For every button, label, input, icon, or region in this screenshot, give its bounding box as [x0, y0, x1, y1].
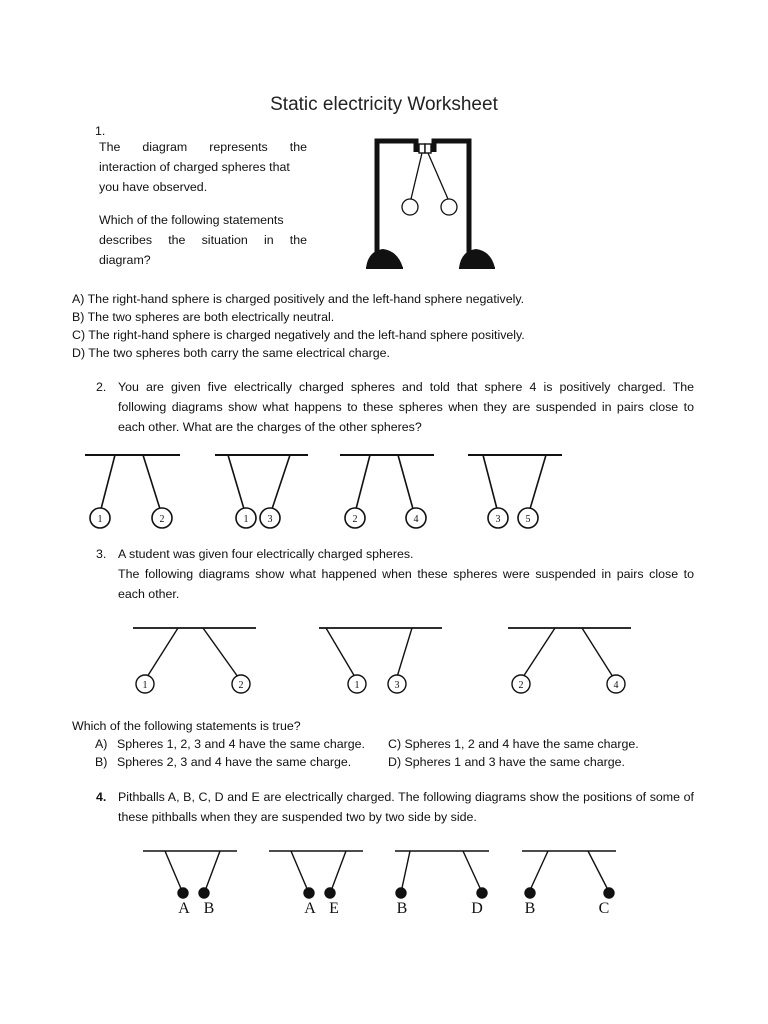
q1-option-a[interactable]: A) The right-hand sphere is charged positively and the left-hand sphere negatively.: [72, 292, 525, 306]
q4-label: A: [178, 900, 190, 917]
q4-label: A: [304, 900, 316, 917]
left-stand-base: [366, 249, 403, 268]
q3-text-line: The following diagrams show what happened when these spheres were suspended in pairs close to: [118, 567, 694, 581]
q3-options-left: [95, 735, 365, 771]
q2-label: 3: [495, 514, 501, 525]
q2-text-line: each other. What are the charges of the other spheres?: [118, 420, 422, 434]
q4-ball-b2: [396, 888, 406, 898]
right-stand-clamp: [425, 144, 431, 153]
q4-number: 4.: [96, 790, 107, 804]
q4-ball-b3: [525, 888, 535, 898]
q1-text: [99, 137, 307, 197]
q4-text: [118, 787, 694, 827]
q1-option-d[interactable]: D) The two spheres both carry the same electrical charge.: [72, 346, 390, 360]
q3-text: [118, 544, 694, 604]
q1-text-line: interaction of charged spheres that: [99, 160, 290, 174]
q3-options-right: [388, 735, 639, 771]
q4-pair-3: [395, 851, 489, 898]
q1-options: [72, 290, 525, 362]
q1-question-line: Which of the following statements: [99, 213, 284, 227]
q4-label: B: [524, 900, 536, 917]
q3-label: 4: [613, 680, 619, 691]
q1-question-line: diagram?: [99, 253, 151, 267]
q3-option-a[interactable]: A) Spheres 1, 2, 3 and 4 have the same charge.: [95, 737, 365, 751]
q3-pair-2: [319, 628, 442, 693]
q3-text-line: each other.: [118, 587, 180, 601]
q2-text-line: following diagrams show what happens to these spheres when they are suspended in pairs close to: [118, 400, 694, 414]
q2-label: 5: [525, 514, 531, 525]
q2-label: 2: [352, 514, 358, 525]
q4-label: D: [471, 900, 483, 917]
q4-ball-a: [178, 888, 188, 898]
q2-label: 1: [243, 514, 249, 525]
q1-text-line: The diagram represents the: [99, 140, 307, 154]
q2-text-line: You are given five electrically charged spheres and told that sphere 4 is positively charged. The: [118, 380, 694, 394]
q1-option-b[interactable]: B) The two spheres are both electrically neutral.: [72, 310, 335, 324]
left-stand-clamp: [419, 144, 425, 153]
q2-label: 2: [159, 514, 165, 525]
q2-diagrams: [0, 445, 768, 535]
q2-label: 1: [97, 514, 103, 525]
q4-pair-1: [143, 851, 237, 898]
q1-question-line: describes the situation in the: [99, 233, 307, 247]
q4-ball-d: [477, 888, 487, 898]
q2-label: 3: [267, 514, 273, 525]
q1-stands-svg: [360, 135, 470, 275]
q3-question: Which of the following statements is true?: [72, 719, 301, 733]
q4-label: B: [396, 900, 408, 917]
q4-ball-a2: [304, 888, 314, 898]
q3-number: 3.: [96, 547, 107, 561]
q4-pair-4: [522, 851, 616, 898]
q4-text-line: these pithballs when they are suspended two by two side by side.: [118, 810, 477, 824]
q4-label: C: [598, 900, 610, 917]
q3-diagrams: [0, 620, 768, 700]
q1-option-c[interactable]: C) The right-hand sphere is charged negatively and the left-hand sphere positively.: [72, 328, 525, 342]
q4-pair-2: [269, 851, 363, 898]
q2-text: [118, 377, 694, 437]
q3-label: 3: [394, 680, 400, 691]
right-thread: [428, 153, 448, 199]
q3-option-c[interactable]: C) Spheres 1, 2 and 4 have the same charge.: [388, 737, 639, 751]
q1-number: 1.: [95, 124, 106, 138]
q4-label: E: [329, 900, 339, 917]
left-stand-post: [377, 141, 416, 255]
right-sphere: [441, 199, 457, 215]
q3-label: 1: [142, 680, 148, 691]
q3-label: 2: [518, 680, 524, 691]
q2-pair-2: [215, 455, 308, 528]
q3-option-b[interactable]: B) Spheres 2, 3 and 4 have the same charge.: [95, 755, 352, 769]
left-sphere: [402, 199, 418, 215]
q2-number: 2.: [96, 380, 107, 394]
q4-ball-c: [604, 888, 614, 898]
q3-option-d[interactable]: D) Spheres 1 and 3 have the same charge.: [388, 755, 625, 769]
q1-text-line: you have observed.: [99, 180, 208, 194]
right-stand-post: [434, 141, 469, 255]
q4-label: B: [203, 900, 215, 917]
right-stand-base: [459, 249, 495, 268]
q3-label: 2: [238, 680, 244, 691]
q1-question: [99, 210, 307, 270]
q4-diagrams: [0, 843, 768, 923]
q2-pair-4: [468, 455, 562, 528]
q3-text-line: A student was given four electrically charged spheres.: [118, 547, 414, 561]
q2-label: 4: [413, 514, 419, 525]
worksheet-title: Static electricity Worksheet: [270, 94, 498, 115]
q3-label: 1: [354, 680, 360, 691]
left-thread: [411, 153, 422, 199]
q4-ball-b: [199, 888, 209, 898]
q4-text-line: Pithballs A, B, C, D and E are electrically charged. The following diagrams show the positions of some of: [118, 790, 694, 804]
q4-ball-e: [325, 888, 335, 898]
